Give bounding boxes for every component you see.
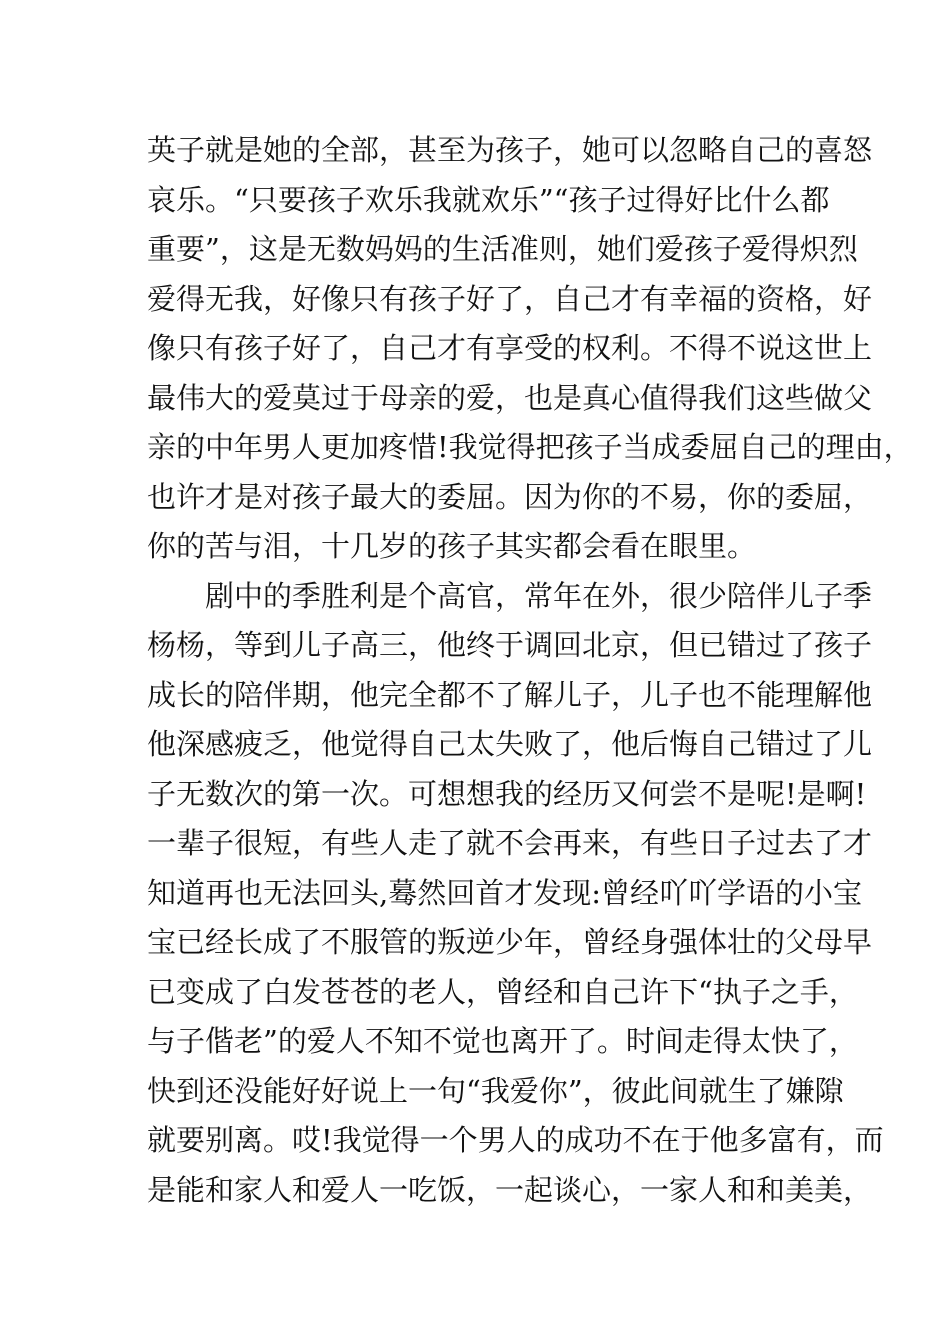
text-line: 剧中的季胜利是个高官，常年在外，很少陪伴儿子季 — [205, 578, 873, 613]
text-line: 你的苦与泪，十几岁的孩子其实都会看在眼里。 — [147, 529, 757, 563]
text-line: 亲的中年男人更加疼惜!我觉得把孩子当成委屈自己的理由， — [147, 430, 913, 464]
text-line: 是能和家人和爱人一吃饭，一起谈心，一家人和和美美， — [147, 1172, 873, 1207]
text-line: 他深感疲乏，他觉得自己太失败了，他后悔自己错过了儿 — [147, 727, 873, 761]
paragraph — [147, 126, 913, 572]
text-line: 与子偕老”的爱人不知不觉也离开了。时间走得太快了， — [147, 1024, 858, 1058]
text-line: 爱得无我，好像只有孩子好了，自己才有幸福的资格，好 — [147, 281, 873, 316]
text-line: 宝已经长成了不服管的叛逆少年，曾经身强体壮的父母早 — [147, 925, 873, 959]
text-line: 就要别离。哎!我觉得一个男人的成功不在于他多富有，而 — [147, 1123, 884, 1157]
text-line: 哀乐。“只要孩子欢乐我就欢乐”“孩子过得好比什么都 — [147, 182, 830, 217]
text-line: 英子就是她的全部，甚至为孩子，她可以忽略自己的喜怒 — [147, 133, 873, 167]
text-line: 知道再也无法回头,蓦然回首才发现:曾经吖吖学语的小宝 — [147, 875, 862, 910]
text-line: 杨杨，等到儿子高三，他终于调回北京，但已错过了孩子 — [147, 628, 873, 662]
text-line: 最伟大的爱莫过于母亲的爱，也是真心值得我们这些做父 — [147, 380, 873, 415]
text-line: 像只有孩子好了，自己才有享受的权利。不得不说这世上 — [147, 331, 873, 365]
text-line: 成长的陪伴期，他完全都不了解儿子，儿子也不能理解他 — [147, 677, 873, 712]
text-line: 已变成了白发苍苍的老人，曾经和自己许下“执子之手， — [147, 974, 858, 1009]
text-line: 快到还没能好好说上一句“我爱你”，彼此间就生了嫌隙 — [147, 1073, 844, 1108]
text-line: 一辈子很短，有些人走了就不会再来，有些日子过去了才 — [147, 826, 873, 860]
text-line: 子无数次的第一次。可想想我的经历又何尝不是呢!是啊! — [147, 776, 867, 811]
text-line: 重要”，这是无数妈妈的生活准则，她们爱孩子爱得炽烈 — [147, 232, 858, 266]
text-line: 也许才是对孩子最大的委屈。因为你的不易，你的委屈， — [147, 479, 873, 514]
document-body — [147, 126, 913, 1215]
paragraph — [147, 572, 884, 1216]
